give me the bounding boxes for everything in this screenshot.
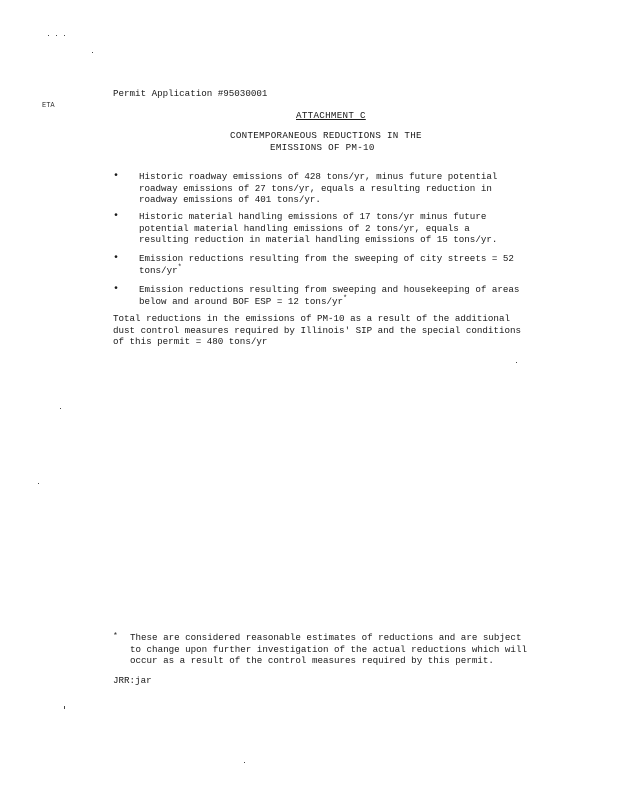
bullet-text: Historic material handling emissions of 17 tons/yr minus future potential material handling emissions of 2 tons/yr, equals a resulting reduction in material handling emissions of 15 tons/yr. [139,211,498,245]
footnote-symbol: * [113,632,118,641]
scan-speck [38,483,39,484]
scan-speck [64,35,65,36]
attachment-label: ATTACHMENT C [296,110,366,121]
bullet-text: Emission reductions resulting from the sweeping of city streets = 52 tons/yr* [139,253,514,276]
bullet-icon: • [113,211,120,222]
bullet-text: Historic roadway emissions of 428 tons/yr, minus future potential roadway emissions of 27 tons/yr, equals a resulting reduction in roadway emissions of 401 tons/yr. [139,171,498,205]
bullet-icon: • [113,171,120,182]
bullet-text: Emission reductions resulting from sweeping and housekeeping of areas below and around BOF ESP = 12 tons/yr* [139,284,520,307]
scan-speck [516,362,517,363]
document-title-line-2: EMISSIONS OF PM-10 [270,142,375,153]
bullet-icon: • [113,284,120,295]
bullet-icon: • [113,253,120,264]
permit-header: Permit Application #95030001 [113,88,268,99]
scan-speck [56,35,57,36]
scan-speck [92,52,93,53]
author-initials: JRR:jar [113,675,152,686]
document-title-line-1: CONTEMPORANEOUS REDUCTIONS IN THE [230,130,422,141]
scan-speck [244,762,245,763]
footnote-paragraph: These are considered reasonable estimates of reductions and are subject to change upon further investigation of the actual reductions which will occur as a result of the control measures required by this permit. [130,632,527,666]
scan-speck [48,35,49,36]
footnote-marker: * [343,294,348,303]
footnote-marker: * [177,263,182,272]
scan-speck [60,408,61,409]
scan-speck [64,706,65,709]
total-reductions-paragraph: Total reductions in the emissions of PM-10 as a result of the additional dust control measures required by Illinois' SIP and the special conditions of this permit = 480 tons/yr [113,313,521,347]
margin-mark: ETA [42,102,55,110]
